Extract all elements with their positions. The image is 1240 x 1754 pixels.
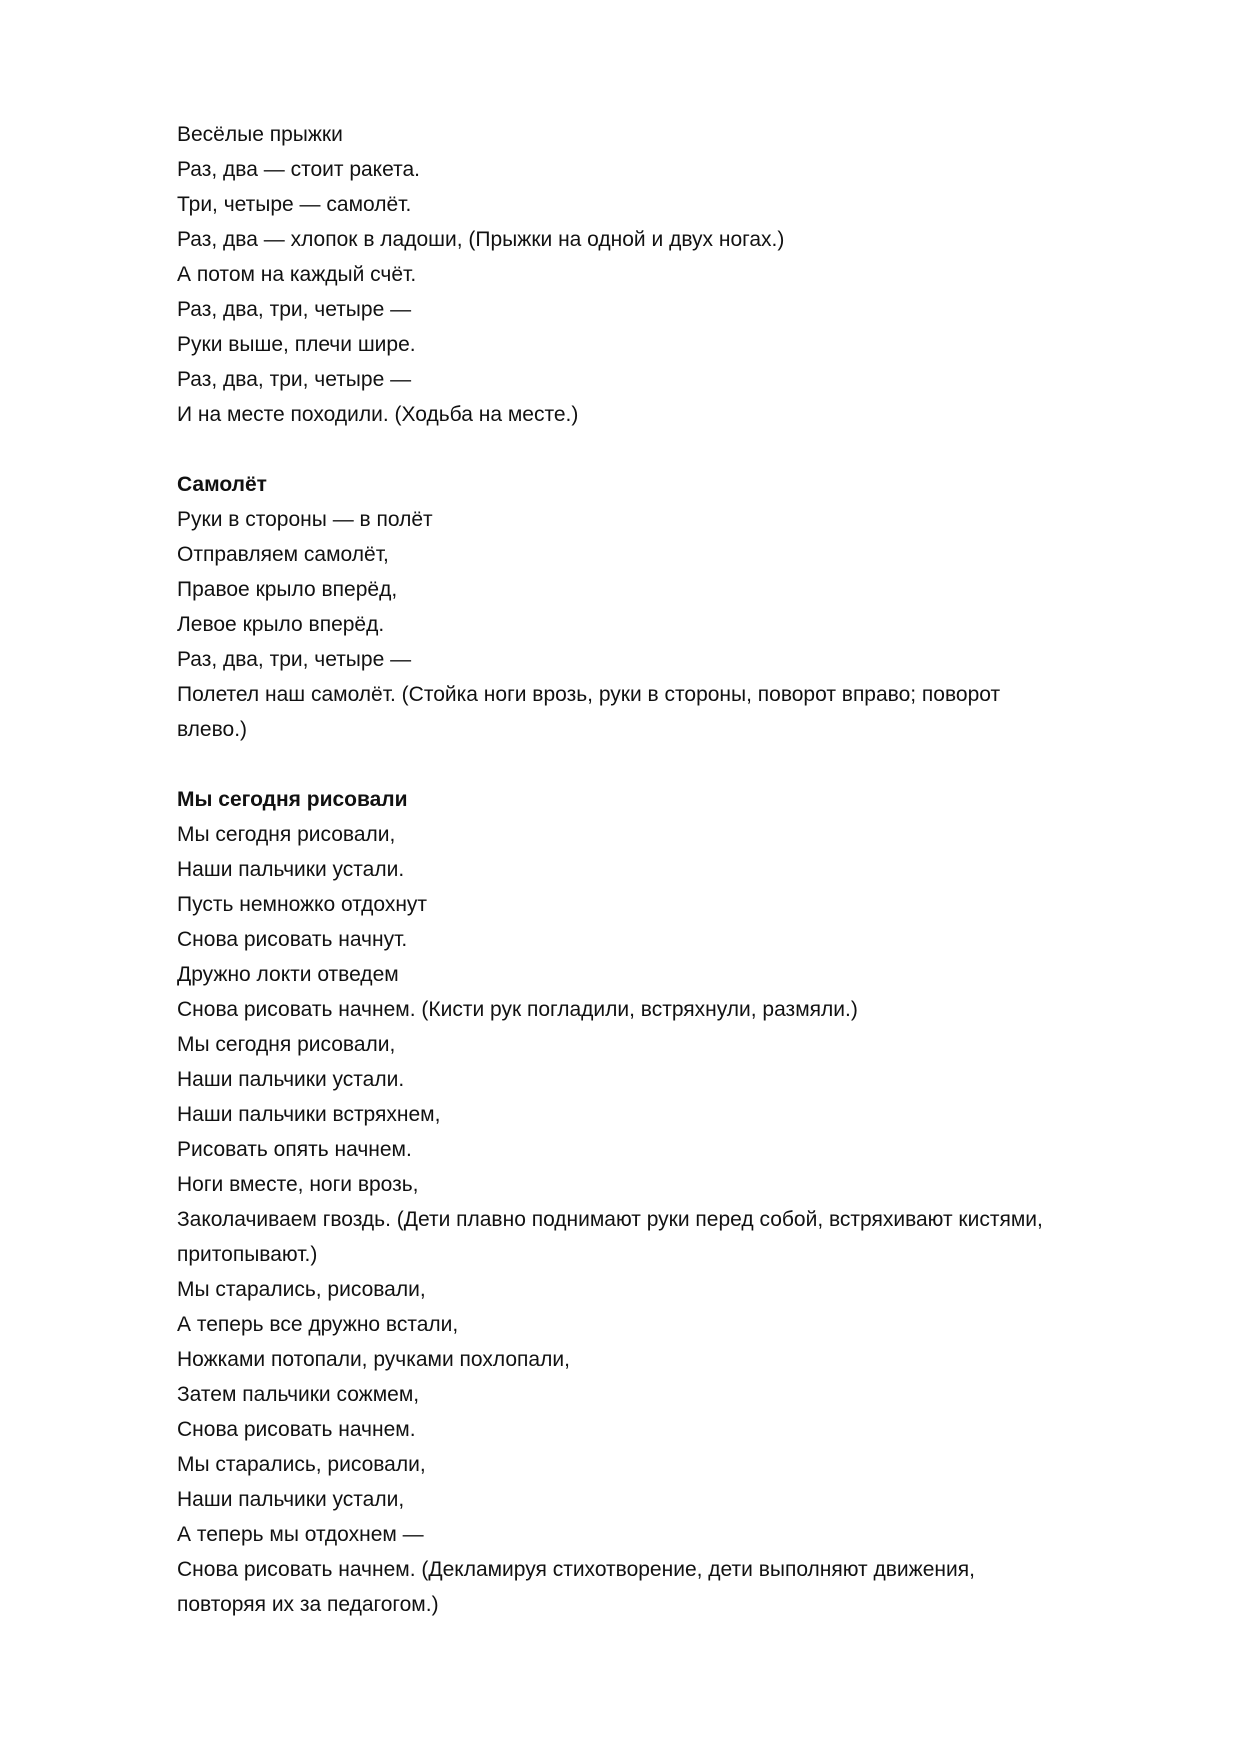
text-line: Ноги вместе, ноги врозь, xyxy=(177,1173,419,1196)
text-line: Раз, два, три, четыре — xyxy=(177,298,412,321)
text-line: Снова рисовать начнем. (Декламируя стихотворение, дети выполняют движения, xyxy=(177,1558,975,1581)
text-line: притопывают.) xyxy=(177,1243,318,1266)
text-line: Снова рисовать начнут. xyxy=(177,928,408,951)
text-line: А теперь все дружно встали, xyxy=(177,1313,459,1336)
text-line: повторяя их за педагогом.) xyxy=(177,1593,439,1616)
text-line: Ножками потопали, ручками похлопали, xyxy=(177,1348,570,1371)
text-line: Руки в стороны — в полёт xyxy=(177,508,433,531)
text-line: Наши пальчики устали, xyxy=(177,1488,405,1511)
section-my-segodnya-risovali xyxy=(177,782,1137,1622)
text-line: Раз, два — хлопок в ладоши, (Прыжки на одной и двух ногах.) xyxy=(177,228,785,251)
text-line: Три, четыре — самолёт. xyxy=(177,193,412,216)
text-line: Наши пальчики устали. xyxy=(177,1068,405,1091)
text-line: Заколачиваем гвоздь. (Дети плавно поднимают руки перед собой, встряхивают кистями, xyxy=(177,1208,1043,1231)
text-line: Полетел наш самолёт. (Стойка ноги врозь, руки в стороны, поворот вправо; поворот xyxy=(177,683,1001,706)
text-line: Пусть немножко отдохнут xyxy=(177,893,428,916)
text-line: влево.) xyxy=(177,718,248,741)
text-line: Снова рисовать начнем. xyxy=(177,1418,416,1441)
text-line: А теперь мы отдохнем — xyxy=(177,1523,424,1546)
text-line: А потом на каждый счёт. xyxy=(177,263,417,286)
text-line: Снова рисовать начнем. (Кисти рук погладили, встряхнули, размяли.) xyxy=(177,998,858,1021)
section-veselye-pryzhki xyxy=(177,117,1137,432)
text-line: Наши пальчики встряхнем, xyxy=(177,1103,441,1126)
text-line: Руки выше, плечи шире. xyxy=(177,333,416,356)
text-line: Раз, два, три, четыре — xyxy=(177,648,412,671)
text-line: И на месте походили. (Ходьба на месте.) xyxy=(177,403,579,426)
text-line: Левое крыло вперёд. xyxy=(177,613,385,636)
section-heading: Мы сегодня рисовали xyxy=(177,788,408,811)
text-line: Мы сегодня рисовали, xyxy=(177,823,396,846)
section-samolet xyxy=(177,467,1137,747)
text-line: Мы сегодня рисовали, xyxy=(177,1033,396,1056)
text-line: Раз, два, три, четыре — xyxy=(177,368,412,391)
text-line: Рисовать опять начнем. xyxy=(177,1138,412,1161)
text-line: Весёлые прыжки xyxy=(177,123,343,146)
text-line: Дружно локти отведем xyxy=(177,963,399,986)
document-page xyxy=(177,117,1137,1622)
section-heading: Самолёт xyxy=(177,473,267,496)
text-line: Мы старались, рисовали, xyxy=(177,1278,426,1301)
text-line: Правое крыло вперёд, xyxy=(177,578,398,601)
text-line: Наши пальчики устали. xyxy=(177,858,405,881)
text-line: Раз, два — стоит ракета. xyxy=(177,158,420,181)
text-line: Затем пальчики сожмем, xyxy=(177,1383,420,1406)
text-line: Отправляем самолёт, xyxy=(177,543,389,566)
text-line: Мы старались, рисовали, xyxy=(177,1453,426,1476)
